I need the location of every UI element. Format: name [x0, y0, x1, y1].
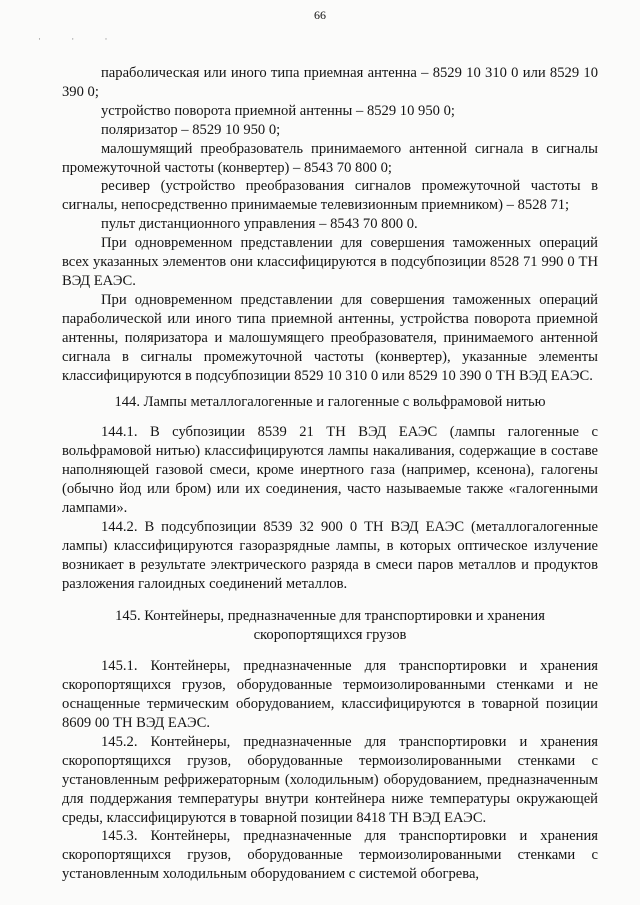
paragraph: параболическая или иного типа приемная антенна – 8529 10 310 0 или 8529 10 390 0;	[62, 65, 598, 100]
document-body	[62, 64, 598, 884]
section-heading-145	[62, 607, 598, 645]
paragraph: При одновременном представлении для совершения таможенных операций всех указанных элементов они классифицируются в подсубпозиции 8528 71 990 0 ТН ВЭД ЕАЭС.	[62, 235, 598, 289]
paragraph: пульт дистанционного управления – 8543 70 800 0.	[101, 216, 418, 233]
scan-specks: · · ·	[38, 34, 122, 44]
section-heading-145-line2: скоропортящихся грузов	[253, 627, 407, 644]
paragraph: При одновременном представлении для совершения таможенных операций параболической или иного типа приемной антенны, устройства поворота приемной антенны, поляризатора и малошумящего преобразователя, принимаемого антенной сигнала в сигналы промежуточной частоты (конвертер), указанные элементы классифицируются в подсубпозиции 8529 10 310 0 или 8529 10 390 0 ТН ВЭД ЕАЭС.	[62, 291, 598, 384]
paragraph: ресивер (устройство преобразования сигналов промежуточной частоты в сигналы, непосредственно принимаемые телевизионным приемником) – 8528 71;	[62, 178, 598, 214]
paragraph-145-3: 145.3. Контейнеры, предназначенные для транспортировки и хранения скоропортящихся грузов, оборудованные термоизолированными стенками с установленным холодильным оборудованием с системой обогрева,	[62, 828, 598, 883]
page-number: 66	[314, 8, 326, 22]
paragraph: устройство поворота приемной антенны – 8529 10 950 0;	[101, 102, 455, 119]
paragraph-144-1: 144.1. В субпозиции 8539 21 ТН ВЭД ЕАЭС (лампы галогенные с вольфрамовой нитью) классифицируются лампы накаливания, содержащие в составе наполняющей газовой смеси, кроме инертного газа (например, ксенона), галогены (обычно йод или бром) или их соединения, часто называемые также «галогенными лампами».	[62, 424, 598, 516]
paragraph: поляризатор – 8529 10 950 0;	[101, 121, 281, 138]
section-heading-145-line1: 145. Контейнеры, предназначенные для транспортировки и хранения	[115, 608, 545, 625]
section-heading-144: 144. Лампы металлогалогенные и галогенные с вольфрамовой нитью	[114, 394, 546, 411]
paragraph-144-2: 144.2. В подсубпозиции 8539 32 900 0 ТН ВЭД ЕАЭС (металлогалогенные лампы) классифицируются газоразрядные лампы, в которых оптическое излучение возникает в результате электрического разряда в смеси паров металлов и продуктов разложения галоидных соединений металлов.	[62, 518, 598, 592]
paragraph-145-1: 145.1. Контейнеры, предназначенные для транспортировки и хранения скоропортящихся грузов, оборудованные термоизолированными стенками и не оснащенные термическим оборудованием, классифицируются в товарной позиции 8609 00 ТН ВЭД ЕАЭС.	[62, 658, 598, 731]
paragraph: малошумящий преобразователь принимаемого антенной сигнала в сигналы промежуточной частоты (конвертер) – 8543 70 800 0;	[62, 140, 598, 176]
paragraph-145-2: 145.2. Контейнеры, предназначенные для транспортировки и хранения скоропортящихся грузов, оборудованные термоизолированными стенками с установленным рефрижераторным (холодильным) оборудованием, предназначенным для поддержания температуры внутри контейнера ниже температуры окружающей среды, классифицируются в товарной позиции 8418 ТН ВЭД ЕАЭС.	[62, 733, 598, 826]
